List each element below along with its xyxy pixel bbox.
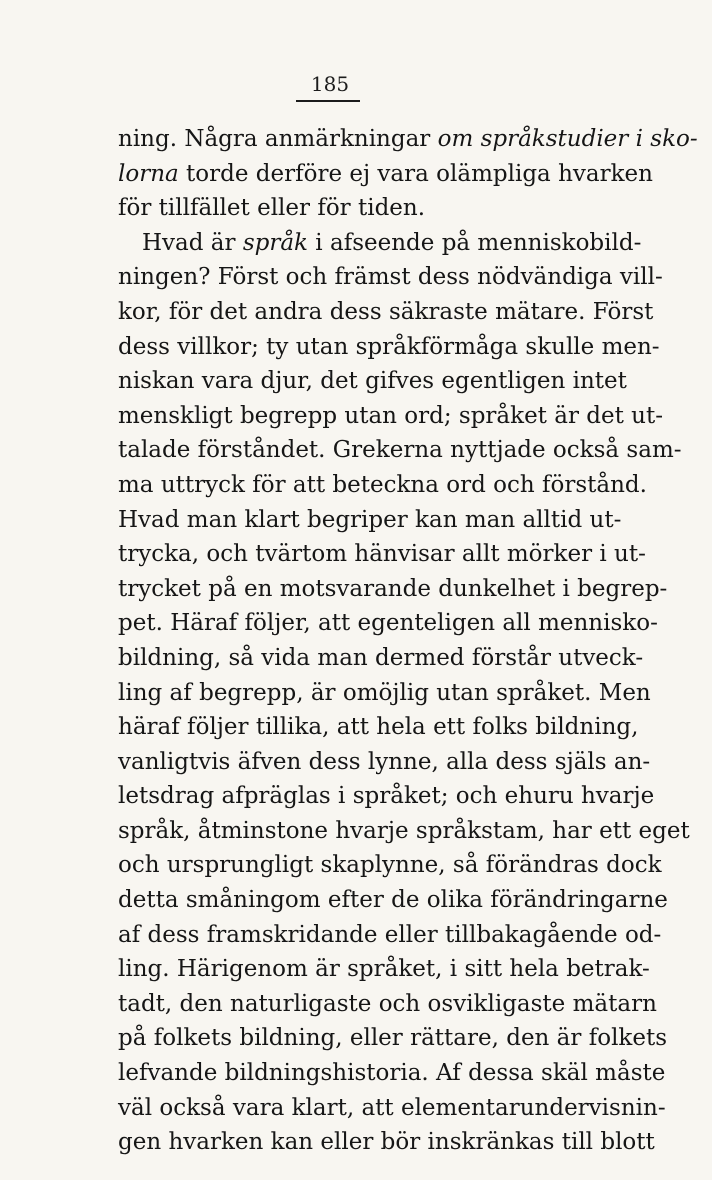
italic-segment: språk xyxy=(242,229,308,256)
text-line xyxy=(118,814,690,849)
text-line xyxy=(118,537,646,572)
text-segment: af dess framskridande eller tillbakagående od- xyxy=(118,921,662,948)
text-line xyxy=(118,1091,666,1126)
text-line xyxy=(118,157,653,192)
text-line xyxy=(118,710,639,745)
text-segment: kor, för det andra dess säkraste mätare. Först xyxy=(118,298,654,325)
text-segment: trycket på en motsvarande dunkelhet i begrep- xyxy=(118,575,668,602)
text-line xyxy=(118,330,660,365)
text-segment: häraf följer tillika, att hela ett folks bildning, xyxy=(118,714,639,741)
text-segment: Hvad är xyxy=(142,229,243,256)
text-line xyxy=(118,295,654,330)
text-segment: menskligt begrepp utan ord; språket är det ut- xyxy=(118,402,663,429)
text-line xyxy=(118,606,658,641)
text-line xyxy=(118,1125,655,1160)
text-segment: ling af begrepp, är omöjlig utan språket. Men xyxy=(118,679,651,706)
text-segment: tadt, den naturligaste och osvikligaste mätarn xyxy=(118,990,657,1017)
page-number: 185 xyxy=(310,72,350,96)
text-line xyxy=(118,433,682,468)
text-segment: dess villkor; ty utan språkförmåga skulle men- xyxy=(118,333,660,360)
text-segment: på folkets bildning, eller rättare, den är folkets xyxy=(118,1025,668,1052)
text-line xyxy=(118,191,610,226)
text-segment: väl också vara klart, att elementarundervisnin- xyxy=(118,1094,666,1121)
text-segment: ning. Några anmärkningar xyxy=(118,126,438,152)
text-segment: lefvande bildningshistoria. Af dessa skäl måste xyxy=(118,1060,666,1087)
text-segment: niskan vara djur, det gifves egentligen intet xyxy=(118,368,627,395)
italic-segment: om språkstudier i sko- xyxy=(437,126,698,152)
text-line xyxy=(118,918,662,953)
text-segment: gen hvarken kan eller bör inskränkas till blott xyxy=(118,1129,655,1156)
text-segment: vanligtvis äfven dess lynne, alla dess själs an- xyxy=(118,748,651,775)
text-segment: bildning, så vida man dermed förstår utveck- xyxy=(118,644,644,671)
text-line xyxy=(118,745,651,780)
text-line xyxy=(118,952,650,987)
text-line xyxy=(118,364,627,399)
text-segment: för tillfället eller för tiden. xyxy=(118,195,426,222)
text-line xyxy=(118,572,668,607)
text-line xyxy=(118,226,642,261)
text-line xyxy=(118,503,622,538)
text-segment: ningen? Först och främst dess nödvändiga vill- xyxy=(118,264,663,291)
text-segment: ling. Härigenom är språket, i sitt hela betrak- xyxy=(118,956,650,983)
text-segment: i afseende på menniskobild- xyxy=(308,229,642,256)
text-line xyxy=(118,399,663,434)
text-line xyxy=(118,676,651,711)
text-line xyxy=(118,1056,666,1091)
text-segment: ma uttryck för att beteckna ord och förstånd. xyxy=(118,471,647,498)
body-text xyxy=(118,122,698,1160)
text-line xyxy=(118,848,662,883)
text-line xyxy=(118,1021,668,1056)
text-segment: detta småningom efter de olika förändringarne xyxy=(118,887,668,914)
text-segment: letsdrag afpräglas i språket; och ehuru hvarje xyxy=(118,783,655,810)
page-number-rule xyxy=(296,100,360,102)
text-segment: talade förståndet. Grekerna nyttjade också sam- xyxy=(118,437,682,464)
text-line xyxy=(118,641,644,676)
text-line xyxy=(118,987,657,1022)
text-line xyxy=(118,468,647,503)
text-segment: trycka, och tvärtom hänvisar allt mörker i ut- xyxy=(118,541,646,568)
text-segment: Hvad man klart begriper kan man alltid ut- xyxy=(118,506,622,533)
italic-segment: lorna xyxy=(118,160,179,187)
text-segment: pet. Häraf följer, att egenteligen all mennisko- xyxy=(118,610,658,637)
text-line xyxy=(118,779,655,814)
text-line xyxy=(118,883,668,918)
text-line xyxy=(118,122,698,157)
text-line xyxy=(118,260,663,295)
text-segment: torde derföre ej vara olämpliga hvarken xyxy=(178,160,653,187)
text-segment: och ursprungligt skaplynne, så förändras dock xyxy=(118,852,662,879)
text-segment: språk, åtminstone hvarje språkstam, har ett eget xyxy=(118,817,690,844)
